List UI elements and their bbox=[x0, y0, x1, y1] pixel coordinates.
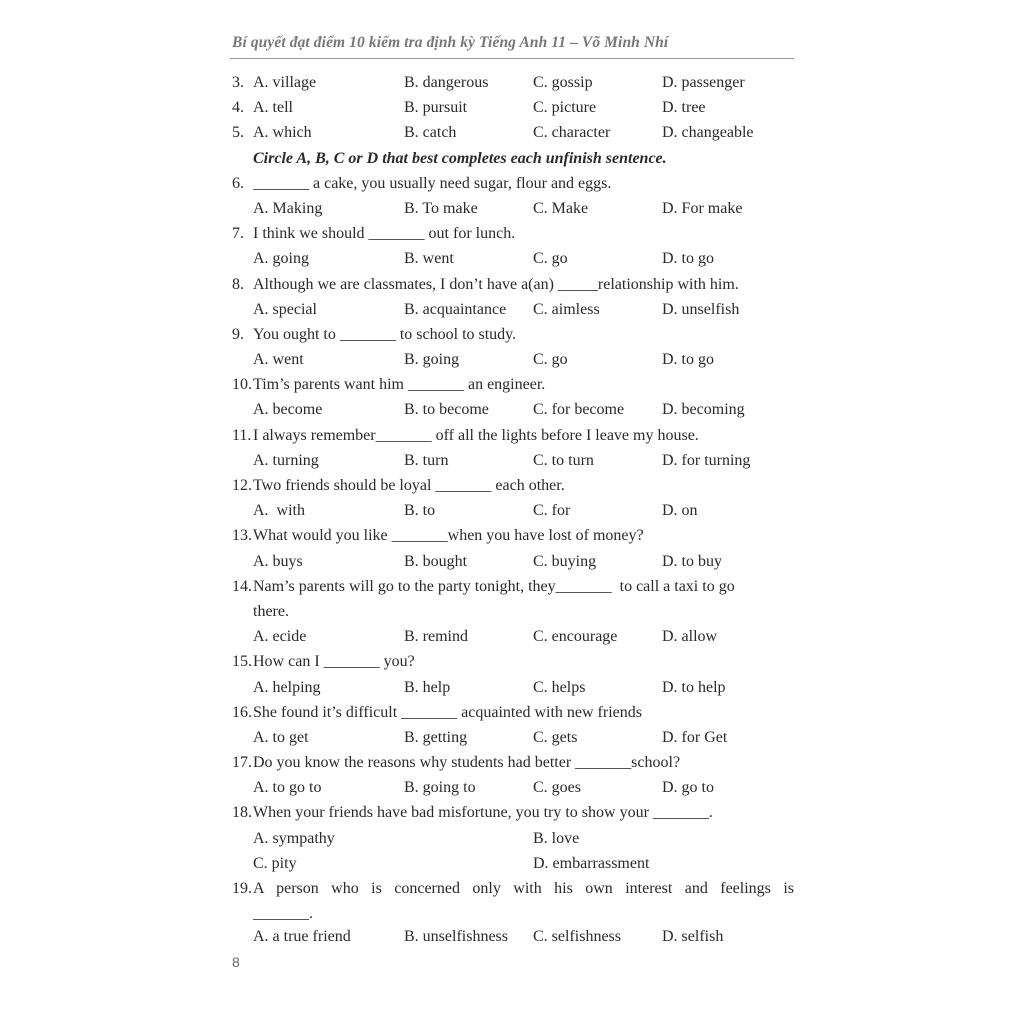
option-a: A. village bbox=[253, 74, 317, 91]
question-text: _______ a cake, you usually need sugar, flour and eggs. bbox=[253, 174, 612, 192]
option-a: A. buys bbox=[253, 552, 303, 570]
question-15 bbox=[232, 649, 794, 674]
question-19-options bbox=[232, 924, 794, 949]
question-text: How can I _______ you? bbox=[253, 653, 415, 671]
question-text: I always remember_______ off all the lights before I leave my house. bbox=[253, 426, 699, 444]
option-a: A. with bbox=[253, 502, 305, 520]
question-17 bbox=[232, 750, 794, 775]
option-b: B. catch bbox=[404, 124, 457, 142]
question-8-options bbox=[232, 297, 794, 322]
option-b: B. acquaintance bbox=[404, 300, 507, 318]
question-number: 14. bbox=[232, 577, 252, 595]
option-d: D. on bbox=[662, 502, 698, 520]
option-b: B. going bbox=[404, 351, 460, 369]
question-number: 19. bbox=[232, 880, 252, 897]
option-d: D. to go bbox=[662, 351, 714, 369]
page-number: 8 bbox=[232, 954, 240, 970]
question-number: 17. bbox=[232, 754, 252, 772]
question-number: 12. bbox=[232, 477, 252, 494]
question-text: What would you like _______when you have lost of money? bbox=[253, 527, 644, 545]
question-text: I think we should _______ out for lunch. bbox=[253, 225, 516, 243]
question-number: 7. bbox=[232, 225, 244, 243]
option-a: A. turning bbox=[253, 451, 319, 469]
question-text: She found it’s difficult _______ acquainted with new friends bbox=[253, 703, 642, 721]
option-a: A. going bbox=[253, 250, 309, 268]
question-text: When your friends have bad misfortune, you try to show your _______. bbox=[253, 804, 713, 822]
option-c: C. to turn bbox=[533, 451, 594, 469]
option-a: A. a true friend bbox=[253, 928, 351, 946]
question-text: Two friends should be loyal _______ each other. bbox=[253, 477, 565, 494]
question-number: 9. bbox=[232, 325, 244, 343]
option-d: D. to go bbox=[662, 250, 714, 268]
option-c: C. for become bbox=[533, 401, 625, 419]
question-13 bbox=[232, 523, 794, 548]
question-text: Do you know the reasons why students had better _______school? bbox=[253, 754, 681, 772]
option-c: C. pity bbox=[253, 854, 297, 872]
option-a: A. become bbox=[253, 401, 323, 419]
option-c: C. selfishness bbox=[533, 928, 621, 946]
option-d: D. passenger bbox=[662, 74, 745, 91]
question-8 bbox=[232, 272, 794, 297]
question-number: 5. bbox=[232, 124, 244, 142]
question-14-options bbox=[232, 624, 794, 649]
question-number: 11. bbox=[232, 426, 252, 444]
question-19 bbox=[232, 876, 794, 901]
question-7 bbox=[232, 221, 794, 246]
option-b: B. unselfishness bbox=[404, 928, 508, 946]
question-16 bbox=[232, 700, 794, 725]
option-c: C. aimless bbox=[533, 300, 600, 318]
option-c: C. for bbox=[533, 502, 571, 520]
question-15-options bbox=[232, 675, 794, 700]
option-d: D. becoming bbox=[662, 401, 745, 419]
option-d: D. changeable bbox=[662, 124, 754, 142]
question-14 bbox=[232, 574, 794, 599]
question-text-continued: _______. bbox=[253, 905, 313, 923]
option-c: C. go bbox=[533, 351, 568, 369]
option-c: C. character bbox=[533, 124, 611, 142]
option-c: C. gets bbox=[533, 728, 578, 746]
question-11 bbox=[232, 423, 794, 448]
option-d: D. for Get bbox=[662, 728, 728, 746]
question-number: 13. bbox=[232, 527, 252, 545]
option-b: B. remind bbox=[404, 628, 468, 646]
option-b: B. getting bbox=[404, 728, 468, 746]
question-18 bbox=[232, 800, 794, 825]
question-number: 3. bbox=[232, 74, 244, 91]
option-b: B. bought bbox=[404, 552, 468, 570]
question-18-options-row1 bbox=[232, 826, 794, 851]
option-d: D. unselfish bbox=[662, 300, 740, 318]
option-b: B. pursuit bbox=[404, 99, 468, 117]
option-c: C. go bbox=[533, 250, 568, 268]
option-d: D. to buy bbox=[662, 552, 722, 570]
option-c: C. helps bbox=[533, 678, 586, 696]
option-b: B. going to bbox=[404, 779, 476, 797]
option-a: A. to go to bbox=[253, 779, 322, 797]
question-text: You ought to _______ to school to study. bbox=[253, 325, 517, 343]
question-number: 15. bbox=[232, 653, 252, 671]
question-11-options bbox=[232, 448, 794, 473]
question-12-options bbox=[232, 498, 794, 523]
question-10-options bbox=[232, 397, 794, 422]
option-b: B. to bbox=[404, 502, 436, 520]
question-9 bbox=[232, 322, 794, 347]
question-12 bbox=[232, 473, 794, 498]
option-b: B. went bbox=[404, 250, 454, 268]
question-10 bbox=[232, 372, 794, 397]
question-text: Tim’s parents want him _______ an engineer. bbox=[253, 376, 546, 394]
option-c: C. buying bbox=[533, 552, 597, 570]
question-text-continued: there. bbox=[253, 602, 289, 620]
question-6 bbox=[232, 171, 794, 196]
option-b: B. turn bbox=[404, 451, 449, 469]
running-header: Bí quyết đạt điểm 10 kiểm tra định kỳ Tiếng Anh 11 – Võ Minh Nhí bbox=[232, 34, 669, 51]
option-d: D. tree bbox=[662, 99, 706, 117]
question-number: 16. bbox=[232, 703, 252, 721]
option-b: B. To make bbox=[404, 199, 478, 217]
question-17-options bbox=[232, 775, 794, 800]
instruction-line bbox=[232, 146, 794, 171]
option-a: A. Making bbox=[253, 199, 323, 217]
option-a: A. to get bbox=[253, 728, 309, 746]
option-a: A. helping bbox=[253, 678, 321, 696]
question-number: 10. bbox=[232, 376, 252, 394]
option-d: D. for turning bbox=[662, 451, 751, 469]
question-7-options bbox=[232, 246, 794, 271]
question-6-options bbox=[232, 196, 794, 221]
question-13-options bbox=[232, 549, 794, 574]
exercise-content bbox=[232, 70, 794, 949]
question-14-continued bbox=[232, 599, 794, 624]
option-d: D. to help bbox=[662, 678, 726, 696]
question-4 bbox=[232, 95, 794, 120]
option-b: B. help bbox=[404, 678, 451, 696]
question-text: Although we are classmates, I don’t have a(an) _____relationship with him. bbox=[253, 275, 739, 293]
instruction: Circle A, B, C or D that best completes each unfinish sentence. bbox=[253, 149, 667, 167]
question-number: 6. bbox=[232, 174, 244, 192]
option-a: A. which bbox=[253, 124, 312, 142]
question-number: 8. bbox=[232, 275, 244, 293]
option-c: C. goes bbox=[533, 779, 581, 797]
option-d: D. selfish bbox=[662, 928, 724, 946]
option-d: D. go to bbox=[662, 779, 714, 797]
option-a: A. went bbox=[253, 351, 304, 369]
question-text: Nam’s parents will go to the party tonight, they_______ to call a taxi to go bbox=[253, 577, 735, 595]
question-text: A person who is concerned only with his own interest and feelings is bbox=[253, 880, 794, 897]
option-a: A. special bbox=[253, 300, 317, 318]
option-b: B. love bbox=[533, 829, 580, 847]
option-b: B. to become bbox=[404, 401, 489, 419]
question-9-options bbox=[232, 347, 794, 372]
option-c: C. Make bbox=[533, 199, 589, 217]
question-19-continued bbox=[232, 901, 794, 924]
option-b: B. dangerous bbox=[404, 74, 489, 91]
question-18-options-row2 bbox=[232, 851, 794, 876]
option-c: C. gossip bbox=[533, 74, 593, 91]
option-a: A. tell bbox=[253, 99, 293, 117]
option-d: D. For make bbox=[662, 199, 743, 217]
question-number: 4. bbox=[232, 99, 244, 117]
option-d: D. embarrassment bbox=[533, 854, 650, 872]
option-a: A. sympathy bbox=[253, 829, 335, 847]
option-a: A. ecide bbox=[253, 628, 307, 646]
question-3 bbox=[232, 70, 794, 95]
option-d: D. allow bbox=[662, 628, 718, 646]
option-c: C. encourage bbox=[533, 628, 618, 646]
question-number: 18. bbox=[232, 804, 252, 822]
option-c: C. picture bbox=[533, 99, 597, 117]
question-5 bbox=[232, 120, 794, 145]
question-16-options bbox=[232, 725, 794, 750]
header-divider bbox=[230, 58, 794, 59]
